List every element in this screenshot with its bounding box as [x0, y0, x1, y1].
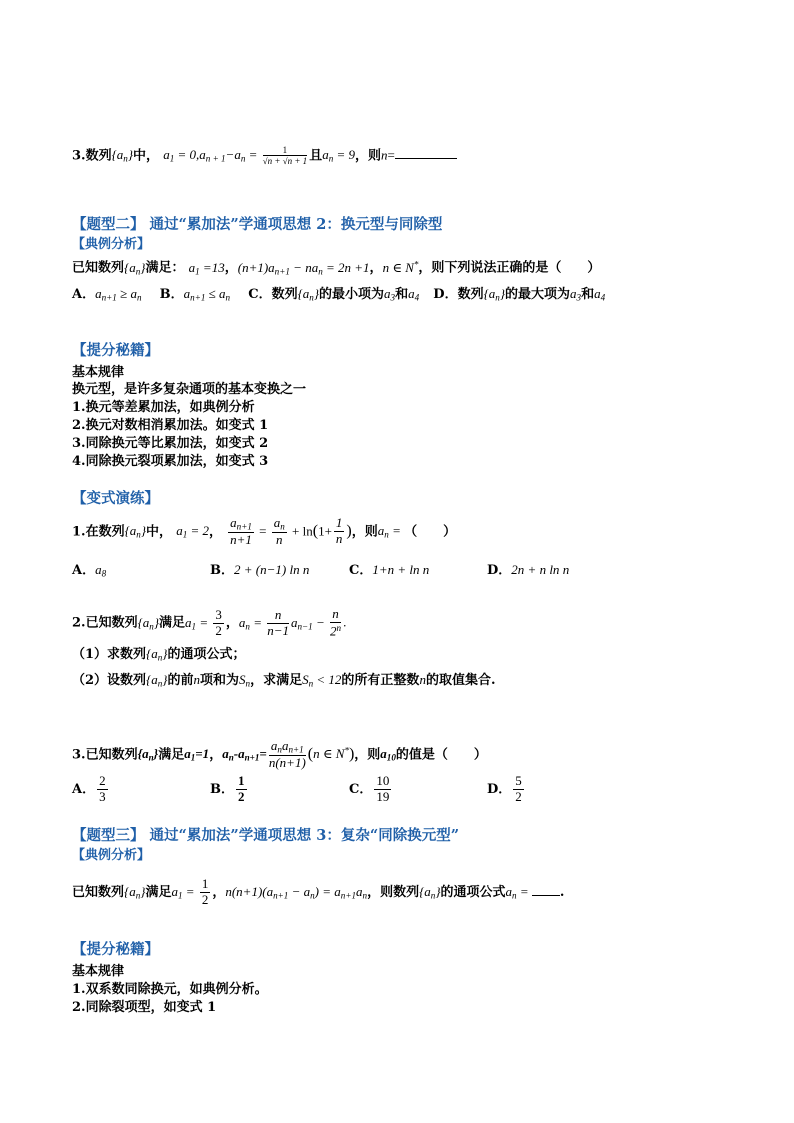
equals-sign: =	[387, 147, 395, 163]
math-q3-a1: $a_1=1$	[184, 746, 210, 763]
math-q2-frac-3-2: $\frac{3}{2}$	[215, 606, 222, 638]
drill-q3-stem: 3.已知数列$\{a_n\}$满足$a_1=1$，$a_n-a_{n+1}=$ $\frac{a_na_{n+1}}{n(n+1)}$ (n ∈ N*)，则$a_{10}$的值是（ ）	[72, 738, 487, 770]
math-fraction-root: $\frac{1}{√n + √n + 1}$	[262, 145, 308, 167]
drill-q2-sub1-a: （1）求数列	[72, 647, 147, 662]
math-q3-frac: $\frac{a_na_{n+1}}{n(n+1)}$	[268, 738, 306, 770]
type2-stem-c: ，则下列说法正确的是（ ）	[418, 260, 601, 276]
drill-q2-sub2-a: （2）设数列	[72, 673, 147, 688]
math-a4: $a_4$	[408, 286, 420, 303]
drill-q2-sub2-f: 的取值集合.	[425, 673, 496, 688]
type3-stem-c: ，则数列	[367, 884, 420, 900]
drill-q3-optA[interactable]: A． $\frac{2}{3}$	[72, 773, 106, 804]
math-q2-an: $\{a_n\}$	[137, 614, 160, 631]
type3-answer-blank[interactable]	[532, 895, 560, 896]
tips2-line-0: 基本规律	[72, 964, 125, 979]
drill-q1-optC[interactable]: C．1+n + ln n	[349, 562, 430, 578]
type2-header: 【题型二】 通过“累加法”学通项思想 2：换元型与同除型	[72, 216, 443, 233]
math-q1-a1: $a_1 = 2$	[176, 523, 210, 540]
drill-q3-a: 3.已知数列	[72, 747, 138, 763]
drill-q2-sub1: （1）求数列$\{a_n\}$的通项公式；	[72, 646, 246, 663]
math-type3-half: $\frac{1}{2}$	[201, 876, 209, 907]
drill-q1-d: （ ）	[404, 524, 457, 540]
and-text-2: 和	[581, 287, 595, 302]
and-text: 和	[395, 287, 409, 302]
math-optA: $a_{n+1} \ge a_n$	[95, 286, 142, 303]
math-an-nine: $a_n = 9$	[322, 147, 356, 164]
math-an-braced: $\{a_n\}$	[111, 147, 134, 164]
tips2-line-1: 1.双系数同除换元，如典例分析。	[72, 982, 268, 997]
math-q2-frac-2n: $\frac{n}{2^n}$	[330, 606, 342, 639]
q3-intro-line	[72, 145, 457, 167]
type3-header: 【题型三】 通过“累加法”学通项思想 3：复杂“同除换元型”	[72, 827, 460, 844]
drill-q2-sub2-e: 的所有正整数	[341, 673, 420, 688]
q3-intro-cond: 且	[309, 148, 323, 164]
drill-q3-b: 满足	[158, 747, 185, 763]
type2-optC-label[interactable]: C．数列	[248, 287, 298, 302]
drill-q1-b: 中，	[146, 524, 173, 540]
type3-stem-b: 满足	[145, 884, 172, 900]
math-n-in-N: n ∈ N*	[382, 259, 419, 275]
math-a1-13: $a_1 =13$	[188, 259, 225, 276]
math-a3: $a_3$	[384, 286, 396, 303]
math-q1-an: $\{a_n\}$	[124, 523, 147, 540]
drill-q1-a: 1.在数列	[72, 524, 125, 540]
drill-header: 【变式演练】	[72, 490, 159, 507]
type2-optA-label[interactable]: A．	[72, 287, 96, 302]
math-optD-an: $\{a_n\}$	[483, 286, 506, 303]
drill-q2-sub1-b: 的通项公式；	[167, 647, 246, 662]
drill-q1-optD[interactable]: D．2n + n ln n	[487, 562, 570, 578]
drill-q3-optC[interactable]: C． $\frac{10}{19}$	[349, 773, 390, 804]
type2-optD-text: 的最大项为	[505, 287, 571, 302]
math-q1-an-eq: $a_n$ =	[377, 523, 405, 540]
drill-q2-sub2-d: ，求满足	[250, 673, 303, 688]
tips1-line-2: 1.换元等差累加法，如典例分析	[72, 400, 255, 415]
type2-subheader: 【典例分析】	[72, 237, 151, 252]
tips2-header: 【提分秘籍】	[72, 941, 159, 958]
math-optB: $a_{n+1} \le a_n$	[183, 286, 231, 303]
q3-intro-prefix: 3.数列	[72, 148, 112, 164]
q3-intro-mid: 中，	[133, 148, 160, 164]
drill-q1-optB[interactable]: B．2 + (n−1) ln n	[210, 562, 310, 578]
type2-stem-a: 已知数列	[72, 260, 125, 276]
type3-end: .	[559, 884, 565, 900]
q3-intro-then: ，则	[355, 148, 382, 164]
answer-blank[interactable]	[395, 158, 457, 159]
tips1-line-1: 换元型，是许多复杂通项的基本变换之一	[72, 382, 307, 397]
type3-stem-d: 的通项公式	[440, 884, 506, 900]
tips1-line-4: 3.同除换元等比累加法，如变式 2	[72, 436, 269, 451]
math-q2-a1: $a_1$ =	[185, 614, 212, 631]
math-recurrence: $a_1 = 0,a_{n + 1}-a_n$ =	[163, 147, 261, 164]
math-optC-an: $\{a_n\}$	[297, 286, 320, 303]
drill-q2-sub2-b: 的前	[167, 673, 194, 688]
type3-stem: 已知数列$\{a_n\}$满足$a_1$ = $\frac{1}{2}$ ，$n(n+1)(a_{n+1} - a_n) = a_{n+1}a_n$，则数列$\{a_n\}$的通项公式$a_n$ = .	[72, 876, 565, 907]
drill-q2-a: 2.已知数列	[72, 615, 138, 631]
math-q3-an: $\{a_n\}$	[137, 746, 159, 763]
math-an-set: $\{a_n\}$	[124, 259, 146, 276]
tips1-line-0: 基本规律	[72, 365, 125, 380]
drill-q2-b: 满足	[159, 615, 186, 631]
math-q1-frac2: $\frac{a_n}{n}$	[273, 515, 285, 547]
math-q2-rec: $a_n$ =	[238, 614, 266, 631]
tips1-header: 【提分秘籍】	[72, 342, 159, 359]
math-type3-rec: $n(n+1)(a_{n+1} - a_n) = a_{n+1}a_n$	[225, 883, 368, 901]
math-q1-frac1: $\frac{a_{n+1}}{n+1}$	[230, 515, 252, 547]
type2-optD-label[interactable]: D．数列	[433, 287, 484, 302]
type2-optC-text: 的最小项为	[319, 287, 385, 302]
math-q1-frac3: $\frac{1}{n}$	[335, 515, 343, 547]
type2-stem: 已知数列$\{a_n\}$满足： $a_1 =13$，$(n+1)a_{n+1} - na_n = 2n +1$，n ∈ N*，则下列说法正确的是（ ）	[72, 259, 601, 276]
type2-optB-label[interactable]: B．	[159, 287, 184, 302]
drill-q2-sub2: （2）设数列$\{a_n\}$的前n项和为$S_n$，求满足$S_n < 12$的所有正整数n的取值集合.	[72, 672, 496, 689]
math-a4b: $a_4$	[594, 286, 606, 303]
drill-q1-stem: 1.在数列$\{a_n\}$中， $a_1 = 2$， $\frac{a_{n+1}}{n+1}$ = $\frac{a_n}{n}$ + ln(1+ $\frac{1}{n}$ )，则$a_n$ = （ ）	[72, 515, 457, 547]
drill-q2-stem: 2.已知数列$\{a_n\}$满足$a_1$ = $\frac{3}{2}$ ，$a_n$ = $\frac{n}{n-1}$ $a_{n-1}$ − $\frac{n}{2^n}$ .	[72, 606, 347, 639]
drill-q3-optD[interactable]: D． $\frac{5}{2}$	[487, 773, 522, 804]
type2-stem-b: 满足：	[145, 260, 185, 276]
math-recurrence-2: $(n+1)a_{n+1} - na_n = 2n +1$	[237, 259, 370, 276]
tips2-line-2: 2.同除裂项型，如变式 1	[72, 1000, 217, 1015]
drill-q3-d: 的值是（ ）	[395, 747, 487, 763]
drill-q3-c: ，则	[354, 747, 381, 763]
type2-options	[72, 287, 605, 302]
type3-subheader: 【典例分析】	[72, 848, 151, 863]
math-n: n	[381, 147, 388, 163]
drill-q2-sub2-c: 项和为	[200, 673, 240, 688]
tips1-line-5: 4.同除换元裂项累加法，如变式 3	[72, 454, 269, 469]
type3-stem-a: 已知数列	[72, 884, 125, 900]
math-q3-diff: $a_n-a_{n+1}=$	[222, 746, 267, 763]
math-q2-frac-n: $\frac{n}{n-1}$	[267, 606, 289, 638]
tips1-line-3: 2.换元对数相消累加法。如变式 1	[72, 418, 269, 433]
math-a3b: $a_3$	[570, 286, 582, 303]
drill-q1-c: ，则	[351, 524, 378, 540]
drill-q1-optA[interactable]: A．$a_8$	[72, 562, 107, 579]
drill-q3-optB[interactable]: B． $\frac{1}{2}$	[210, 773, 245, 804]
